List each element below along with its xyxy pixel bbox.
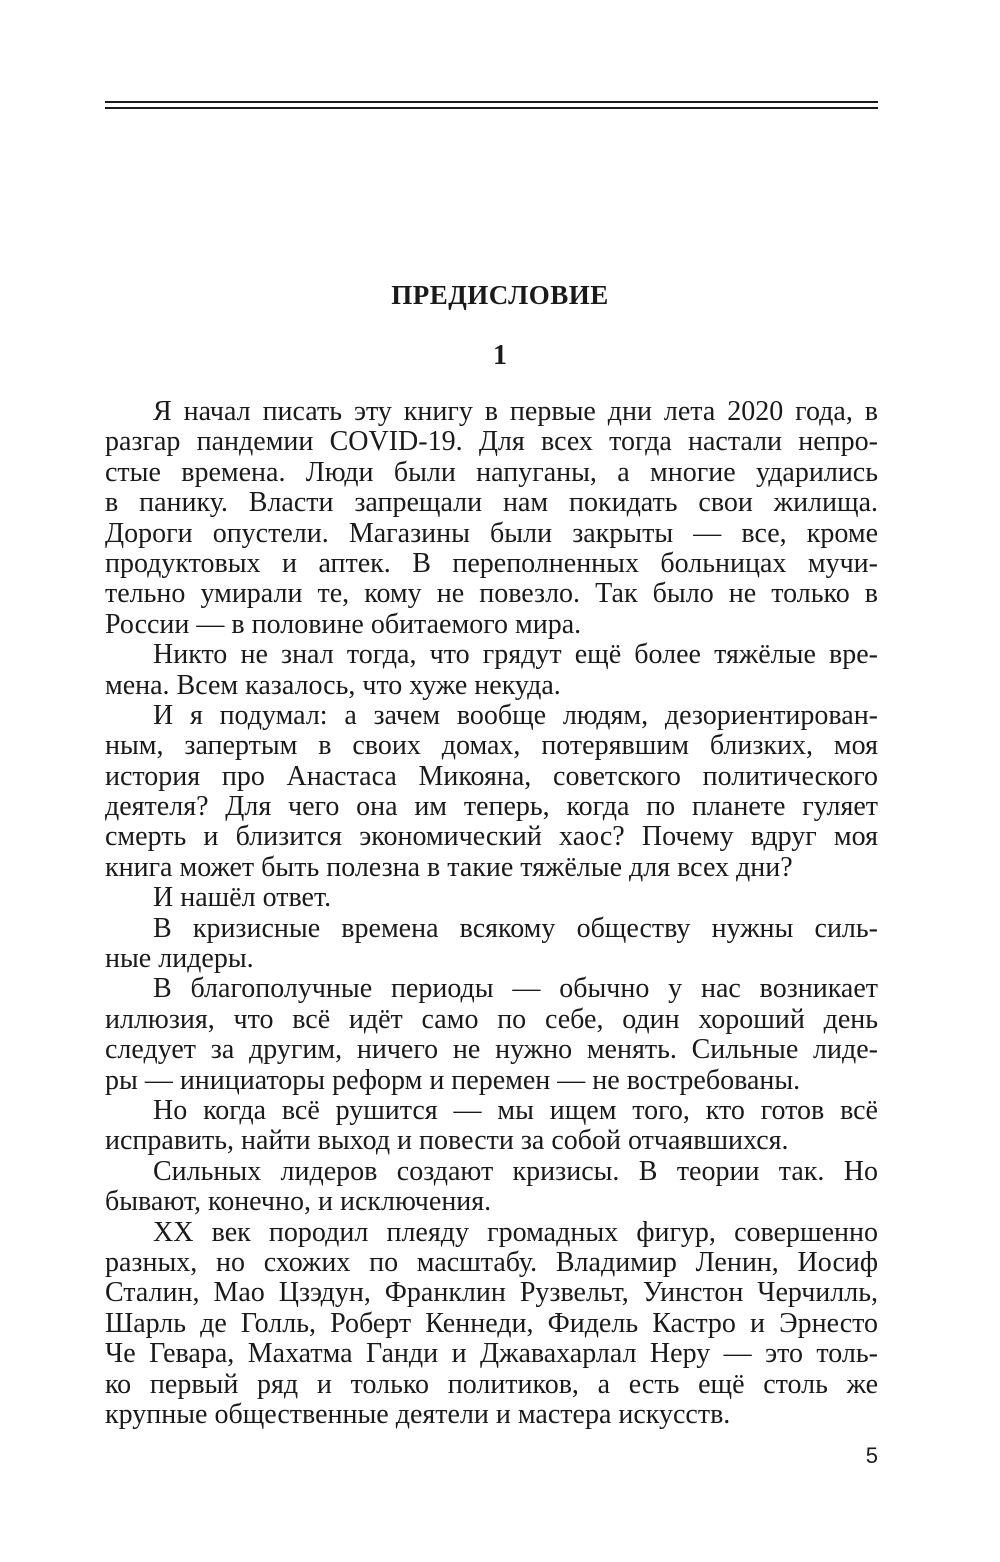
text-line: Дороги опустели. Магазины были закрыты — все, кроме (105, 517, 878, 549)
header-rule-top (105, 101, 878, 103)
text-line: бывают, конечно, и исключения. (105, 1186, 492, 1218)
text-line: деятеля? Для чего она им теперь, когда по планете гуляет (105, 791, 878, 823)
section-heading: ПРЕДИСЛОВИЕ (391, 280, 609, 310)
text-line: книга может быть полезна в такие тяжёлые для всех дни? (105, 851, 793, 883)
text-line: продуктовых и аптек. В переполненных больницах мучи- (105, 547, 878, 579)
text-line: Я начал писать эту книгу в первые дни лета 2020 года, в (153, 396, 878, 427)
text-line: крупные общественные деятели и мастера искусств. (105, 1398, 731, 1430)
text-line: следует за другим, ничего не нужно менять. Сильные лиде- (105, 1034, 878, 1066)
text-line: ные лидеры. (105, 943, 254, 975)
text-line: ры — инициаторы реформ и перемен — не востребованы. (105, 1064, 801, 1096)
chapter-number: 1 (493, 340, 507, 371)
text-line: Никто не знал тогда, что грядут ещё более тяжёлые вре- (153, 639, 878, 671)
text-line: разных, но схожих по масштабу. Владимир Ленин, Иосиф (105, 1246, 878, 1278)
text-line: тельно умирали те, кому не повезло. Так было не только в (105, 578, 878, 610)
body-text (105, 397, 878, 1430)
text-line: Сталин, Мао Цзэдун, Франклин Рузвельт, Уинстон Черчилль, (105, 1277, 878, 1309)
text-line: В кризисные времена всякому обществу нужны силь- (153, 912, 878, 944)
text-line: ным, запертым в своих домах, потерявшим близких, моя (105, 730, 878, 762)
text-line: России — в половине обитаемого мира. (105, 608, 582, 640)
text-line: И я подумал: а зачем вообще людям, дезориентирован- (153, 699, 878, 731)
text-line: разгар пандемии COVID-19. Для всех тогда настали непро- (105, 426, 878, 458)
text-line: мена. Всем казалось, что хуже некуда. (105, 669, 561, 701)
text-line: Сильных лидеров создают кризисы. В теории так. Но (153, 1155, 878, 1187)
header-rule-bottom (105, 107, 878, 109)
text-line: в панику. Власти запрещали нам покидать свои жилища. (105, 487, 878, 519)
text-line: Но когда всё рушится — мы ищем того, кто готов всё (153, 1094, 878, 1126)
text-line: иллюзия, что всё идёт само по себе, один хороший день (105, 1003, 878, 1035)
text-line: Шарль де Голль, Роберт Кеннеди, Фидель Кастро и Эрнесто (105, 1307, 878, 1339)
text-line: Че Гевара, Махатма Ганди и Джавахарлал Неру — это толь- (105, 1338, 878, 1370)
text-line: В благополучные периоды — обычно у нас возникает (153, 973, 878, 1005)
text-line: И нашёл ответ. (153, 882, 332, 914)
text-line: смерть и близится экономический хаос? Почему вдруг моя (105, 821, 878, 853)
text-line: история про Анастаса Микояна, советского политического (105, 760, 878, 792)
text-line: XX век породил плеяду громадных фигур, совершенно (153, 1216, 878, 1248)
text-line: стые времена. Люди были напуганы, а многие ударились (105, 456, 878, 488)
text-line: ко первый ряд и только политиков, а есть ещё столь же (105, 1368, 878, 1400)
page-number: 5 (865, 1443, 878, 1468)
text-line: исправить, найти выход и повести за собой отчаявшихся. (105, 1125, 789, 1157)
